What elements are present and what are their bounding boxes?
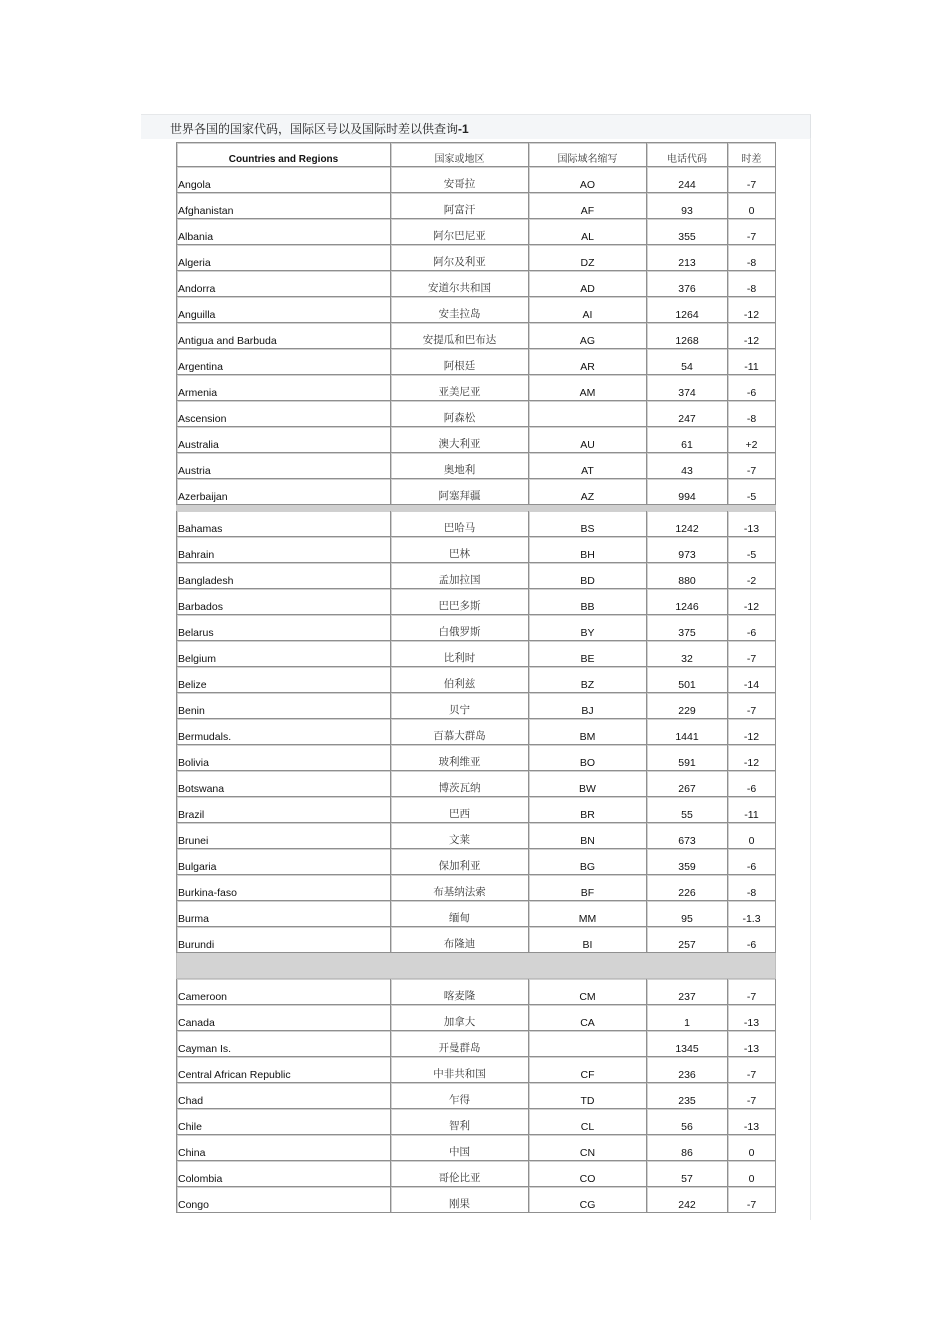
header-phone-code: 电话代码 [647, 143, 728, 167]
time-difference: -12 [728, 297, 776, 323]
country-name-cn: 玻利维亚 [391, 745, 529, 771]
table-row [177, 1005, 776, 1031]
country-name-cn: 伯利兹 [391, 667, 529, 693]
domain-code: BM [529, 719, 647, 745]
table-row [177, 1057, 776, 1083]
table-row [177, 1187, 776, 1213]
phone-code: 880 [647, 563, 728, 589]
time-difference: -7 [728, 1057, 776, 1083]
time-difference: -5 [728, 479, 776, 505]
time-difference: 0 [728, 1135, 776, 1161]
domain-code: AT [529, 453, 647, 479]
domain-code: BJ [529, 693, 647, 719]
domain-code: BF [529, 875, 647, 901]
header-time-diff: 时差 [728, 143, 776, 167]
table-row [177, 1031, 776, 1057]
domain-code: CL [529, 1109, 647, 1135]
time-difference: -6 [728, 375, 776, 401]
phone-code: 213 [647, 245, 728, 271]
country-name-en: Belgium [177, 641, 391, 667]
country-name-en: Algeria [177, 245, 391, 271]
phone-code: 229 [647, 693, 728, 719]
time-difference: -7 [728, 1187, 776, 1213]
time-difference: 0 [728, 1161, 776, 1187]
domain-code: BN [529, 823, 647, 849]
phone-code: 237 [647, 979, 728, 1005]
phone-code: 994 [647, 479, 728, 505]
phone-code: 376 [647, 271, 728, 297]
country-name-cn: 白俄罗斯 [391, 615, 529, 641]
table-row [177, 479, 776, 505]
table-row [177, 1109, 776, 1135]
table-row [177, 193, 776, 219]
phone-code: 56 [647, 1109, 728, 1135]
domain-code: AD [529, 271, 647, 297]
phone-code: 591 [647, 745, 728, 771]
country-name-cn: 博茨瓦纳 [391, 771, 529, 797]
country-name-cn: 亚美尼亚 [391, 375, 529, 401]
country-name-en: Bolivia [177, 745, 391, 771]
table-row [177, 589, 776, 615]
table-row [177, 901, 776, 927]
phone-code: 55 [647, 797, 728, 823]
country-name-en: Belarus [177, 615, 391, 641]
domain-code: BB [529, 589, 647, 615]
time-difference: -13 [728, 1005, 776, 1031]
time-difference: -6 [728, 927, 776, 953]
country-name-cn: 安哥拉 [391, 167, 529, 193]
time-difference: -12 [728, 589, 776, 615]
country-name-en: Cayman Is. [177, 1031, 391, 1057]
domain-code: BO [529, 745, 647, 771]
time-difference: -6 [728, 849, 776, 875]
table-row [177, 537, 776, 563]
phone-code: 359 [647, 849, 728, 875]
time-difference: -11 [728, 349, 776, 375]
country-name-en: Congo [177, 1187, 391, 1213]
country-name-cn: 乍得 [391, 1083, 529, 1109]
table-row [177, 979, 776, 1005]
country-name-cn: 巴巴多斯 [391, 589, 529, 615]
phone-code: 1268 [647, 323, 728, 349]
phone-code: 244 [647, 167, 728, 193]
domain-code: AZ [529, 479, 647, 505]
domain-code: AF [529, 193, 647, 219]
domain-code: AM [529, 375, 647, 401]
table-row [177, 797, 776, 823]
domain-code: AI [529, 297, 647, 323]
time-difference: -5 [728, 537, 776, 563]
country-name-cn: 喀麦隆 [391, 979, 529, 1005]
country-name-en: Botswana [177, 771, 391, 797]
phone-code: 501 [647, 667, 728, 693]
domain-code: AL [529, 219, 647, 245]
time-difference: -13 [728, 1109, 776, 1135]
time-difference: -7 [728, 219, 776, 245]
country-name-cn: 安提瓜和巴布达 [391, 323, 529, 349]
country-name-cn: 孟加拉国 [391, 563, 529, 589]
table-row [177, 349, 776, 375]
domain-code: BI [529, 927, 647, 953]
table-header-row [177, 143, 776, 167]
time-difference: +2 [728, 427, 776, 453]
country-name-en: Argentina [177, 349, 391, 375]
country-name-cn: 中国 [391, 1135, 529, 1161]
right-divider [810, 138, 811, 1220]
header-countries-cn: 国家或地区 [391, 143, 529, 167]
table-row [177, 875, 776, 901]
page-title: 世界各国的国家代码，国际区号以及国际时差以供查询-1 [170, 122, 469, 136]
country-name-en: Bulgaria [177, 849, 391, 875]
country-name-en: Bangladesh [177, 563, 391, 589]
time-difference: -7 [728, 167, 776, 193]
table-row [177, 693, 776, 719]
domain-code: BZ [529, 667, 647, 693]
table-row [177, 641, 776, 667]
country-name-en: Bahamas [177, 511, 391, 537]
domain-code: AO [529, 167, 647, 193]
time-difference: -1.3 [728, 901, 776, 927]
time-difference: -7 [728, 453, 776, 479]
country-name-en: Ascension [177, 401, 391, 427]
country-name-en: Burma [177, 901, 391, 927]
country-name-en: Armenia [177, 375, 391, 401]
country-name-cn: 刚果 [391, 1187, 529, 1213]
country-name-en: Antigua and Barbuda [177, 323, 391, 349]
domain-code: BD [529, 563, 647, 589]
table-row [177, 745, 776, 771]
phone-code: 355 [647, 219, 728, 245]
phone-code: 973 [647, 537, 728, 563]
header-domain: 国际域名缩写 [529, 143, 647, 167]
phone-code: 57 [647, 1161, 728, 1187]
domain-code: TD [529, 1083, 647, 1109]
country-name-en: Austria [177, 453, 391, 479]
country-name-en: Benin [177, 693, 391, 719]
phone-code: 1345 [647, 1031, 728, 1057]
time-difference: -8 [728, 875, 776, 901]
table-row [177, 771, 776, 797]
country-name-en: Anguilla [177, 297, 391, 323]
table-row [177, 511, 776, 537]
country-name-en: Colombia [177, 1161, 391, 1187]
country-name-cn: 布基纳法索 [391, 875, 529, 901]
country-name-cn: 巴哈马 [391, 511, 529, 537]
phone-code: 375 [647, 615, 728, 641]
phone-code: 236 [647, 1057, 728, 1083]
phone-code: 374 [647, 375, 728, 401]
country-name-cn: 文莱 [391, 823, 529, 849]
country-name-cn: 保加利亚 [391, 849, 529, 875]
table-row [177, 167, 776, 193]
country-name-cn: 阿富汗 [391, 193, 529, 219]
domain-code: CM [529, 979, 647, 1005]
country-name-cn: 奥地利 [391, 453, 529, 479]
phone-code: 257 [647, 927, 728, 953]
table-row [177, 927, 776, 953]
domain-code: DZ [529, 245, 647, 271]
time-difference: -7 [728, 979, 776, 1005]
country-name-en: Cameroon [177, 979, 391, 1005]
country-name-cn: 阿尔及利亚 [391, 245, 529, 271]
country-name-cn: 巴林 [391, 537, 529, 563]
domain-code: MM [529, 901, 647, 927]
country-name-en: Chad [177, 1083, 391, 1109]
country-code-table [176, 142, 776, 1213]
country-name-en: Albania [177, 219, 391, 245]
table-row [177, 1135, 776, 1161]
time-difference: -14 [728, 667, 776, 693]
country-name-en: Brunei [177, 823, 391, 849]
table-row [177, 453, 776, 479]
phone-code: 247 [647, 401, 728, 427]
time-difference: -13 [728, 511, 776, 537]
domain-code: BY [529, 615, 647, 641]
country-name-en: Belize [177, 667, 391, 693]
phone-code: 226 [647, 875, 728, 901]
country-name-en: Bahrain [177, 537, 391, 563]
domain-code [529, 401, 647, 427]
domain-code: CF [529, 1057, 647, 1083]
table-row [177, 667, 776, 693]
country-name-cn: 安道尔共和国 [391, 271, 529, 297]
phone-code: 1 [647, 1005, 728, 1031]
phone-code: 54 [647, 349, 728, 375]
time-difference: -12 [728, 745, 776, 771]
table-row [177, 271, 776, 297]
time-difference: -2 [728, 563, 776, 589]
table-row [177, 401, 776, 427]
phone-code: 61 [647, 427, 728, 453]
time-difference: -8 [728, 245, 776, 271]
domain-code: BE [529, 641, 647, 667]
country-name-cn: 澳大利亚 [391, 427, 529, 453]
country-name-cn: 开曼群岛 [391, 1031, 529, 1057]
country-name-cn: 阿尔巴尼亚 [391, 219, 529, 245]
domain-code: AG [529, 323, 647, 349]
country-name-en: Brazil [177, 797, 391, 823]
phone-code: 32 [647, 641, 728, 667]
section-separator-large [177, 953, 776, 979]
table-row [177, 219, 776, 245]
time-difference: 0 [728, 193, 776, 219]
table-row [177, 323, 776, 349]
country-name-en: Andorra [177, 271, 391, 297]
domain-code: CG [529, 1187, 647, 1213]
country-name-cn: 哥伦比亚 [391, 1161, 529, 1187]
country-name-cn: 阿根廷 [391, 349, 529, 375]
country-name-en: Central African Republic [177, 1057, 391, 1083]
country-name-cn: 阿塞拜疆 [391, 479, 529, 505]
table-row [177, 1083, 776, 1109]
header-countries-en: Countries and Regions [177, 143, 391, 167]
table-row [177, 427, 776, 453]
table-row [177, 849, 776, 875]
table-row [177, 563, 776, 589]
table-row [177, 719, 776, 745]
phone-code: 1441 [647, 719, 728, 745]
table-row [177, 1161, 776, 1187]
country-name-en: Canada [177, 1005, 391, 1031]
table-row [177, 823, 776, 849]
phone-code: 1264 [647, 297, 728, 323]
country-name-en: Australia [177, 427, 391, 453]
country-name-cn: 智利 [391, 1109, 529, 1135]
phone-code: 95 [647, 901, 728, 927]
country-name-cn: 安圭拉岛 [391, 297, 529, 323]
domain-code: AU [529, 427, 647, 453]
time-difference: -7 [728, 693, 776, 719]
country-name-cn: 贝宁 [391, 693, 529, 719]
table-row [177, 615, 776, 641]
time-difference: -7 [728, 641, 776, 667]
domain-code: BS [529, 511, 647, 537]
time-difference: 0 [728, 823, 776, 849]
domain-code: BW [529, 771, 647, 797]
country-name-en: Bermudals. [177, 719, 391, 745]
country-name-en: Chile [177, 1109, 391, 1135]
time-difference: -6 [728, 771, 776, 797]
phone-code: 1246 [647, 589, 728, 615]
country-name-cn: 加拿大 [391, 1005, 529, 1031]
country-name-en: Barbados [177, 589, 391, 615]
phone-code: 1242 [647, 511, 728, 537]
time-difference: -12 [728, 719, 776, 745]
domain-code [529, 1031, 647, 1057]
country-name-en: Afghanistan [177, 193, 391, 219]
phone-code: 43 [647, 453, 728, 479]
country-name-en: Azerbaijan [177, 479, 391, 505]
time-difference: -12 [728, 323, 776, 349]
time-difference: -8 [728, 401, 776, 427]
domain-code: BG [529, 849, 647, 875]
country-name-en: Angola [177, 167, 391, 193]
country-name-cn: 百慕大群岛 [391, 719, 529, 745]
country-name-cn: 阿森松 [391, 401, 529, 427]
domain-code: BR [529, 797, 647, 823]
separator-cell [177, 953, 776, 979]
domain-code: CA [529, 1005, 647, 1031]
domain-code: AR [529, 349, 647, 375]
phone-code: 93 [647, 193, 728, 219]
domain-code: BH [529, 537, 647, 563]
country-name-en: Burkina-faso [177, 875, 391, 901]
time-difference: -8 [728, 271, 776, 297]
table-row [177, 297, 776, 323]
country-name-en: Burundi [177, 927, 391, 953]
country-name-en: China [177, 1135, 391, 1161]
country-name-cn: 中非共和国 [391, 1057, 529, 1083]
domain-code: CO [529, 1161, 647, 1187]
country-name-cn: 缅甸 [391, 901, 529, 927]
phone-code: 267 [647, 771, 728, 797]
table-row [177, 245, 776, 271]
phone-code: 673 [647, 823, 728, 849]
domain-code: CN [529, 1135, 647, 1161]
phone-code: 86 [647, 1135, 728, 1161]
country-name-cn: 巴西 [391, 797, 529, 823]
table-row [177, 375, 776, 401]
time-difference: -13 [728, 1031, 776, 1057]
country-name-cn: 比利时 [391, 641, 529, 667]
time-difference: -6 [728, 615, 776, 641]
phone-code: 242 [647, 1187, 728, 1213]
time-difference: -11 [728, 797, 776, 823]
country-name-cn: 布隆迪 [391, 927, 529, 953]
phone-code: 235 [647, 1083, 728, 1109]
time-difference: -7 [728, 1083, 776, 1109]
